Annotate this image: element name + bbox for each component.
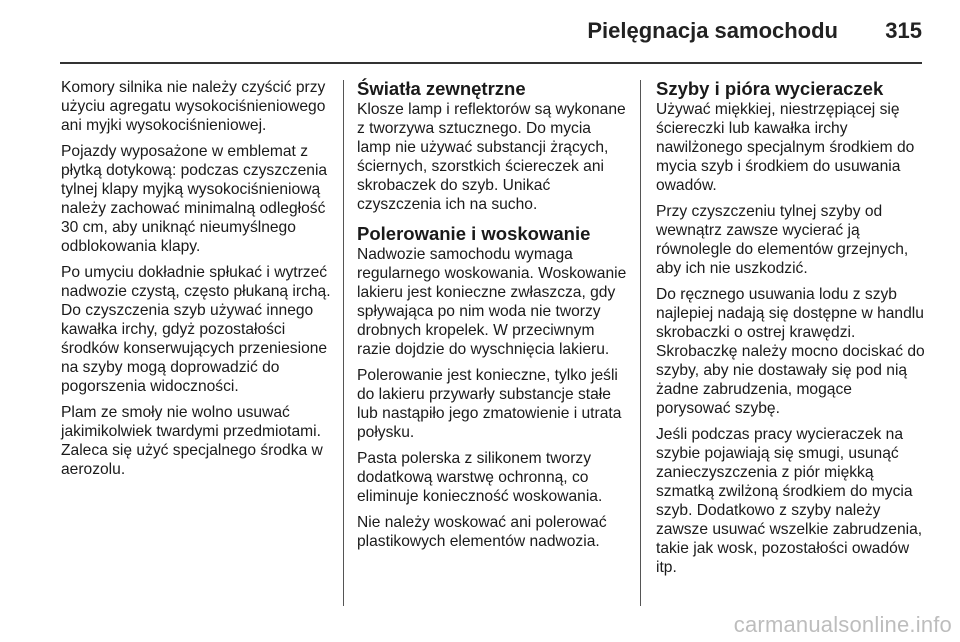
column-2 [357, 78, 629, 558]
paragraph: Pasta polerska z silikonem tworzy dodatkową warstwę ochronną, co eliminuje konieczność woskowania. [357, 450, 603, 505]
paragraph: Nadwozie samochodu wymaga regularnego woskowania. Woskowanie lakieru jest konieczne zwłaszcza, gdy spływająca po nim woda nie tworzy drobnych kropelek. W przeciwnym razie dojdzie do wyschnięcia lakieru. [357, 246, 627, 358]
page-title: Pielęgnacja samochodu [587, 18, 838, 43]
paragraph: Plam ze smoły nie wolno usuwać jakimikolwiek twardymi przedmiotami. Zaleca się użyć specjalnego środka w aerozolu. [61, 404, 323, 478]
header-divider [60, 62, 922, 64]
page-header [0, 0, 960, 62]
column-divider [640, 80, 641, 606]
paragraph: Nie należy woskować ani polerować plastikowych elementów nadwozia. [357, 514, 607, 550]
paragraph: Jeśli podczas pracy wycieraczek na szybie pojawiają się smugi, usunąć zanieczyszczenia z piór miękką szmatką zwilżoną środkiem do mycia szyb. Dodatkowo z szyby należy zawsze usuwać wszelkie zabrudzenia, takie jak wosk, pozostałości owadów itp. [656, 426, 923, 576]
column-divider [343, 80, 344, 606]
paragraph: Do ręcznego usuwania lodu z szyb najlepiej nadają się dostępne w handlu skrobaczki o ostrej krawędzi. Skrobaczkę należy mocno dociskać do szyby, aby nie dostawały się pod nią żadne zabrudzenia, mogące porysować szybę. [656, 286, 925, 417]
section-heading-polishing: Polerowanie i woskowanie [357, 223, 591, 244]
paragraph: Pojazdy wyposażone w emblemat z płytką dotykową: podczas czyszczenia tylnej klapy myjką wysokociśnieniową należy zachować minimalną odległość 30 cm, aby uniknąć nieumyślnego odblokowania klapy. [61, 143, 328, 255]
paragraph: Przy czyszczeniu tylnej szyby od wewnątrz zawsze wycierać ją równolegle do elementów grzejnych, aby ich nie uszkodzić. [656, 203, 909, 277]
paragraph: Po umyciu dokładnie spłukać i wytrzeć nadwozie czystą, często płukaną irchą. Do czyszczenia szyb używać innego kawałka irchy, gdyż pozostałości środków konserwujących przeniesione na szyby mogą doprowadzić do pogorszenia widoczności. [61, 264, 331, 395]
paragraph: Komory silnika nie należy czyścić przy użyciu agregatu wysokociśnieniowego ani myjki wysokociśnieniowej. [61, 79, 326, 134]
watermark: carmanualsonline.info [733, 612, 952, 637]
paragraph: Polerowanie jest konieczne, tylko jeśli do lakieru przywarły substancje stałe lub nastąpiło jego zmatowienie i utrata połysku. [357, 367, 622, 441]
paragraph: Używać miękkiej, niestrzępiącej się ściereczki lub kawałka irchy nawilżonego specjalnym środkiem do mycia szyb i środkiem do usuwania owadów. [656, 101, 915, 194]
section-heading-exterior-lights: Światła zewnętrzne [357, 78, 526, 99]
column-1 [61, 78, 333, 486]
page-number: 315 [885, 18, 922, 43]
section-heading-windows-wipers: Szyby i pióra wycieraczek [656, 78, 884, 99]
paragraph: Klosze lamp i reflektorów są wykonane z tworzywa sztucznego. Do mycia lamp nie używać substancji żrących, ściernych, szorstkich ściereczek ani skrobaczek do szyb. Unikać czyszczenia ich na sucho. [357, 101, 626, 213]
column-3 [656, 78, 928, 584]
